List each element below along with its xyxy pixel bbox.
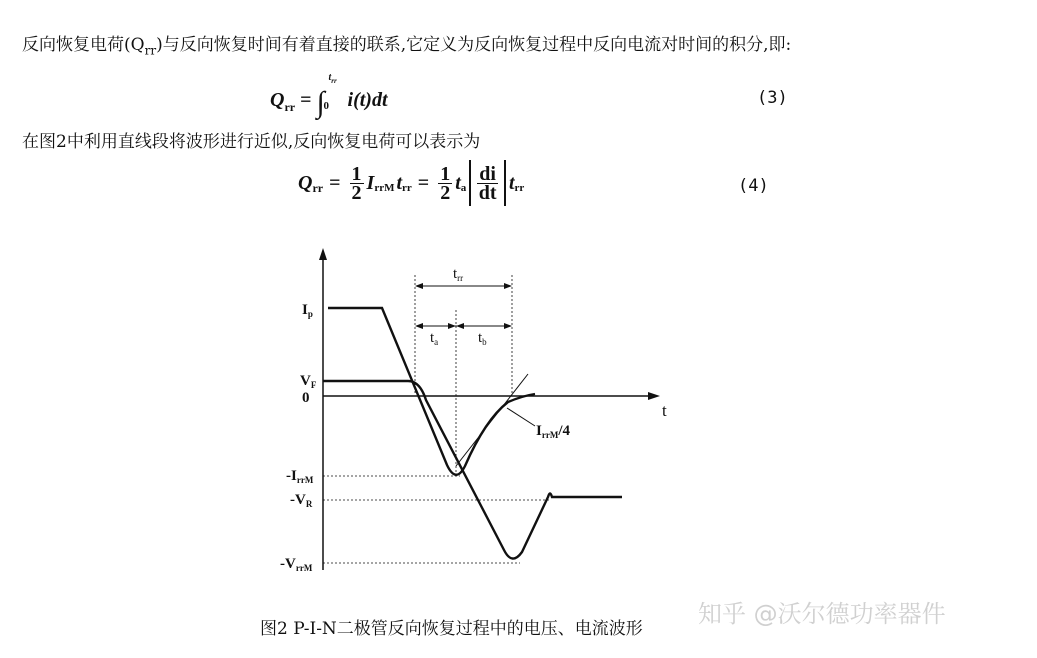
label-ta: $t_a$ <box>430 330 439 347</box>
figure-caption: 图2 P-I-N二极管反向恢复过程中的电压、电流波形 <box>260 619 643 639</box>
para1-subscript: rr <box>144 43 157 58</box>
eq4-abs-value <box>469 160 506 206</box>
tb-arrow-left <box>456 323 464 329</box>
eq4-lhs-sub: rr <box>312 180 324 195</box>
label-irm: $-I_{rrM}$ <box>286 468 314 485</box>
trr-arrow-right <box>504 283 512 289</box>
eq4-equals-2: = <box>417 171 430 194</box>
eq4-trr-2: t <box>508 171 515 194</box>
label-vr: $-V_R$ <box>290 492 313 509</box>
eq3-integrand: i(t)dt <box>347 89 388 111</box>
eq3-equals: = <box>300 89 312 111</box>
eq4-trr: t <box>396 171 403 194</box>
equation-3-number: (3) <box>757 88 788 108</box>
trr-arrow-left <box>415 283 423 289</box>
label-irm-quarter: $I_{rrM}/4$ <box>536 423 570 440</box>
paragraph-2: 在图2中利用直线段将波形进行近似,反向恢复电荷可以表示为 <box>22 132 481 152</box>
eq4-derivative: $\frac{di}{dt}$ <box>478 162 497 204</box>
y-axis-arrow <box>319 248 327 260</box>
eq4-trr-sub: rr <box>402 182 412 194</box>
voltage-waveform <box>323 381 622 559</box>
time-axis-arrow <box>648 392 660 400</box>
equation-3 <box>270 72 388 119</box>
eq4-irm-sub: rrM <box>374 182 395 194</box>
integral-sign: ∫ $t_{rr}$ 0 <box>316 72 337 119</box>
ta-arrow-right <box>448 323 456 329</box>
tangent-approx-line <box>456 374 528 466</box>
label-vf: $V_F$ <box>300 373 317 390</box>
paragraph-1 <box>22 30 791 57</box>
label-time-axis: t <box>662 401 667 420</box>
tb-arrow-right <box>504 323 512 329</box>
label-ip: $I_p$ <box>302 302 313 319</box>
eq4-ta-sub: a <box>460 182 467 194</box>
irm4-leader-line <box>507 408 535 426</box>
eq4-lhs: Q <box>298 171 313 194</box>
label-tb: $t_b$ <box>478 330 487 347</box>
equation-4 <box>298 156 524 210</box>
eq3-upper-limit: $t_{rr}$ <box>328 72 337 85</box>
eq4-ta: t <box>455 171 461 194</box>
eq4-irm: I <box>366 171 375 194</box>
para1-text-end: )与反向恢复时间有着直接的联系,它定义为反向恢复过程中反向电流对时间的积分,即: <box>156 35 792 55</box>
label-trr: $t_{rr}$ <box>453 266 464 283</box>
eq3-lhs: Q <box>270 89 285 111</box>
label-vrm: $-V_{rrM}$ <box>280 556 313 573</box>
ta-arrow-left <box>415 323 423 329</box>
para1-text-start: 反向恢复电荷(Q <box>22 35 145 55</box>
figure-2-waveform-diagram <box>260 240 720 585</box>
eq4-equals-1: = <box>329 171 341 194</box>
label-zero: 0 <box>302 390 310 406</box>
eq4-fraction-half-1: $\frac{1}{2}$ <box>351 162 362 204</box>
eq4-trr-2-sub: rr <box>514 182 525 194</box>
watermark-text: 知乎 @沃尔德功率器件 <box>698 600 946 628</box>
eq3-lhs-sub: rr <box>284 100 296 114</box>
eq3-lower-limit: 0 <box>323 100 330 112</box>
eq4-fraction-half-2: $\frac{1}{2}$ <box>440 162 451 204</box>
equation-4-number: (4) <box>738 176 769 196</box>
